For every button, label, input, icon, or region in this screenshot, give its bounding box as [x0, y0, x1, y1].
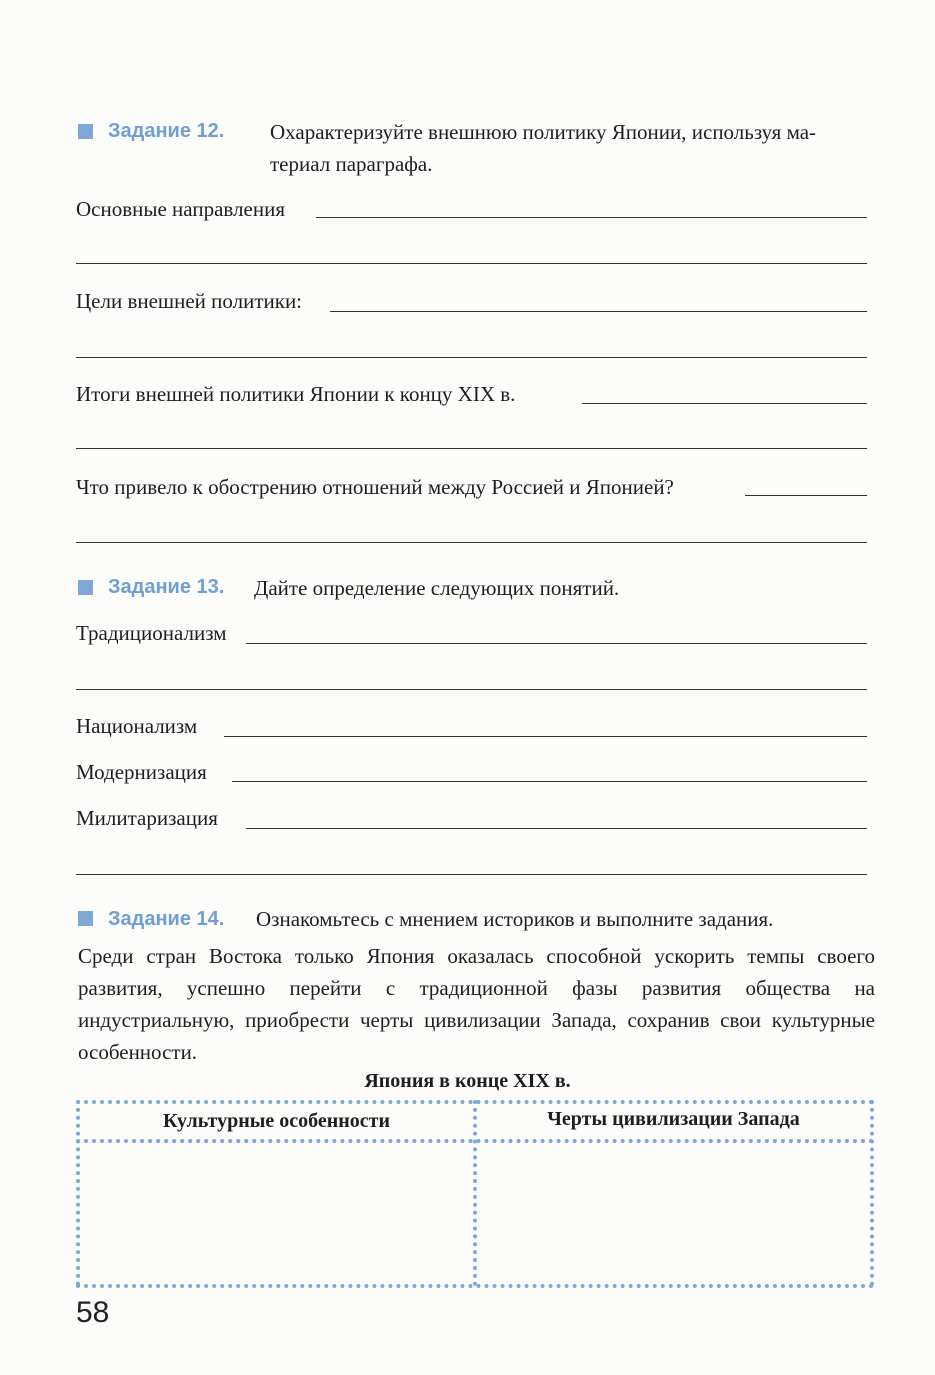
prompt-policy-goals: Цели внешней политики: [76, 289, 303, 313]
page-number: 58 [76, 1296, 110, 1329]
table-cell-western-features[interactable] [479, 1146, 867, 1280]
task-12-label: Задание 12. [108, 120, 225, 142]
task-14-text: Ознакомьтесь с мнением историков и выполните задания. [256, 907, 774, 931]
task-13-text: Дайте определение следующих понятий. [254, 576, 620, 600]
term-traditionalism: Традиционализм [76, 621, 227, 645]
answer-line[interactable] [76, 357, 867, 358]
answer-line[interactable] [76, 689, 867, 690]
table-cell-cultural-features[interactable] [82, 1146, 470, 1280]
task-12-marker [78, 124, 93, 139]
task-12-text-line2: териал параграфа. [270, 152, 433, 176]
answer-line[interactable] [582, 403, 867, 404]
prompt-main-directions: Основные направления [76, 197, 285, 221]
historians-opinion-paragraph: Среди стран Востока только Япония оказалась способной ускорить темпы своего развития, успешно перейти с традиционной фазы развития общества на индустриальную, приобрести черты цивилизации Запада, сохранив свои культурные особенности. [78, 944, 875, 1064]
answer-line[interactable] [76, 874, 867, 875]
answer-line[interactable] [76, 542, 867, 543]
task-13-marker [78, 580, 93, 595]
answer-line[interactable] [246, 828, 867, 829]
term-modernization: Модернизация [76, 760, 207, 784]
answer-line[interactable] [232, 781, 867, 782]
answer-line[interactable] [330, 311, 867, 312]
answer-line[interactable] [76, 448, 867, 449]
answer-line[interactable] [224, 736, 867, 737]
table-title: Япония в конце XIX в. [364, 1070, 571, 1092]
answer-line[interactable] [246, 643, 867, 644]
task-14-label: Задание 14. [108, 908, 225, 930]
answer-line[interactable] [76, 263, 867, 264]
prompt-russia-japan-relations: Что привело к обострению отношений между Россией и Японией? [76, 475, 674, 499]
prompt-policy-results: Итоги внешней политики Японии к концу XIX в. [76, 382, 516, 406]
answer-line[interactable] [745, 495, 867, 496]
term-nationalism: Национализм [76, 714, 198, 738]
task-12-text-line1: Охарактеризуйте внешнюю политику Японии, используя ма- [270, 120, 817, 144]
column-header-cultural-features: Культурные особенности [162, 1110, 390, 1132]
table-border-right [870, 1100, 874, 1286]
column-header-western-features: Черты цивилизации Запада [547, 1108, 800, 1130]
task-14-marker [78, 911, 93, 926]
term-militarization: Милитаризация [76, 806, 218, 830]
answer-line[interactable] [316, 217, 867, 218]
task-13-label: Задание 13. [108, 576, 225, 598]
